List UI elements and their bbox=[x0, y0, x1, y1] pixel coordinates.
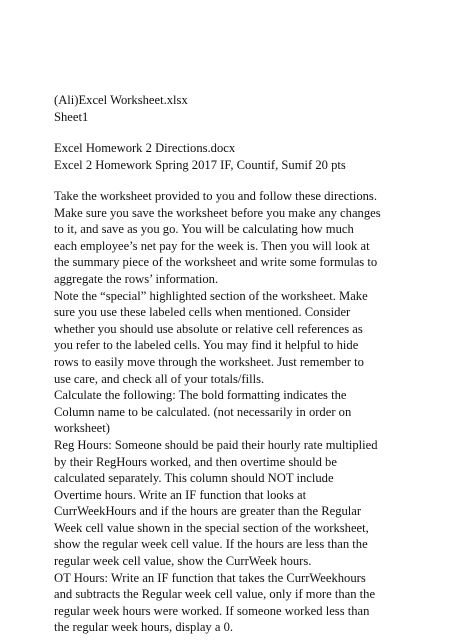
body-line: to it, and save as you go. You will be calculating how much bbox=[54, 222, 354, 237]
directions-body bbox=[54, 188, 414, 636]
body-line: Column name to be calculated. (not necessarily in order on bbox=[54, 404, 352, 419]
assignment-title: Excel 2 Homework Spring 2017 IF, Countif, Sumif 20 pts bbox=[54, 157, 346, 172]
body-line: Reg Hours: Someone should be paid their hourly rate multiplied bbox=[54, 437, 378, 452]
body-line: aggregate the rows’ information. bbox=[54, 271, 219, 286]
body-line: rows to easily move through the worksheet. Just remember to bbox=[54, 354, 364, 369]
body-line: and subtracts the Regular week cell value, only if more than the bbox=[54, 587, 376, 602]
body-line: the regular week hours, display a 0. bbox=[54, 620, 234, 635]
body-line: each employee’s net pay for the week is. Then you will look at bbox=[54, 238, 370, 253]
document-titles bbox=[54, 140, 414, 173]
body-line: Calculate the following: The bold formatting indicates the bbox=[54, 388, 347, 403]
body-line: Overtime hours. Write an IF function that looks at bbox=[54, 487, 307, 502]
body-line: worksheet) bbox=[54, 421, 110, 436]
body-line: sure you use these labeled cells when mentioned. Consider bbox=[54, 305, 351, 320]
file-name: (Ali)Excel Worksheet.xlsx bbox=[54, 93, 188, 107]
body-line: regular week hours were worked. If someone worked less than bbox=[54, 603, 370, 618]
body-line: show the regular week cell value. If the hours are less than the bbox=[54, 537, 368, 552]
body-line: you refer to the labeled cells. You may find it helpful to hide bbox=[54, 338, 359, 353]
file-header bbox=[54, 92, 414, 125]
body-line: Take the worksheet provided to you and follow these directions. bbox=[54, 189, 377, 203]
body-line: Note the “special” highlighted section of the worksheet. Make bbox=[54, 288, 368, 303]
document-name: Excel Homework 2 Directions.docx bbox=[54, 141, 236, 155]
body-line: by their RegHours worked, and then overtime should be bbox=[54, 454, 337, 469]
body-line: use care, and check all of your totals/fills. bbox=[54, 371, 265, 386]
body-line: the summary piece of the worksheet and write some formulas to bbox=[54, 255, 378, 270]
body-line: CurrWeekHours and if the hours are greater than the Regular bbox=[54, 504, 362, 519]
body-line: calculated separately. This column should NOT include bbox=[54, 471, 334, 486]
body-line: Make sure you save the worksheet before you make any changes bbox=[54, 205, 381, 220]
sheet-name: Sheet1 bbox=[54, 109, 89, 124]
body-line: whether you should use absolute or relative cell references as bbox=[54, 321, 363, 336]
body-line: regular week cell value, show the CurrWeek hours. bbox=[54, 554, 312, 569]
body-line: Week cell value shown in the special section of the worksheet, bbox=[54, 520, 369, 535]
body-line: OT Hours: Write an IF function that takes the CurrWeekhours bbox=[54, 570, 366, 585]
